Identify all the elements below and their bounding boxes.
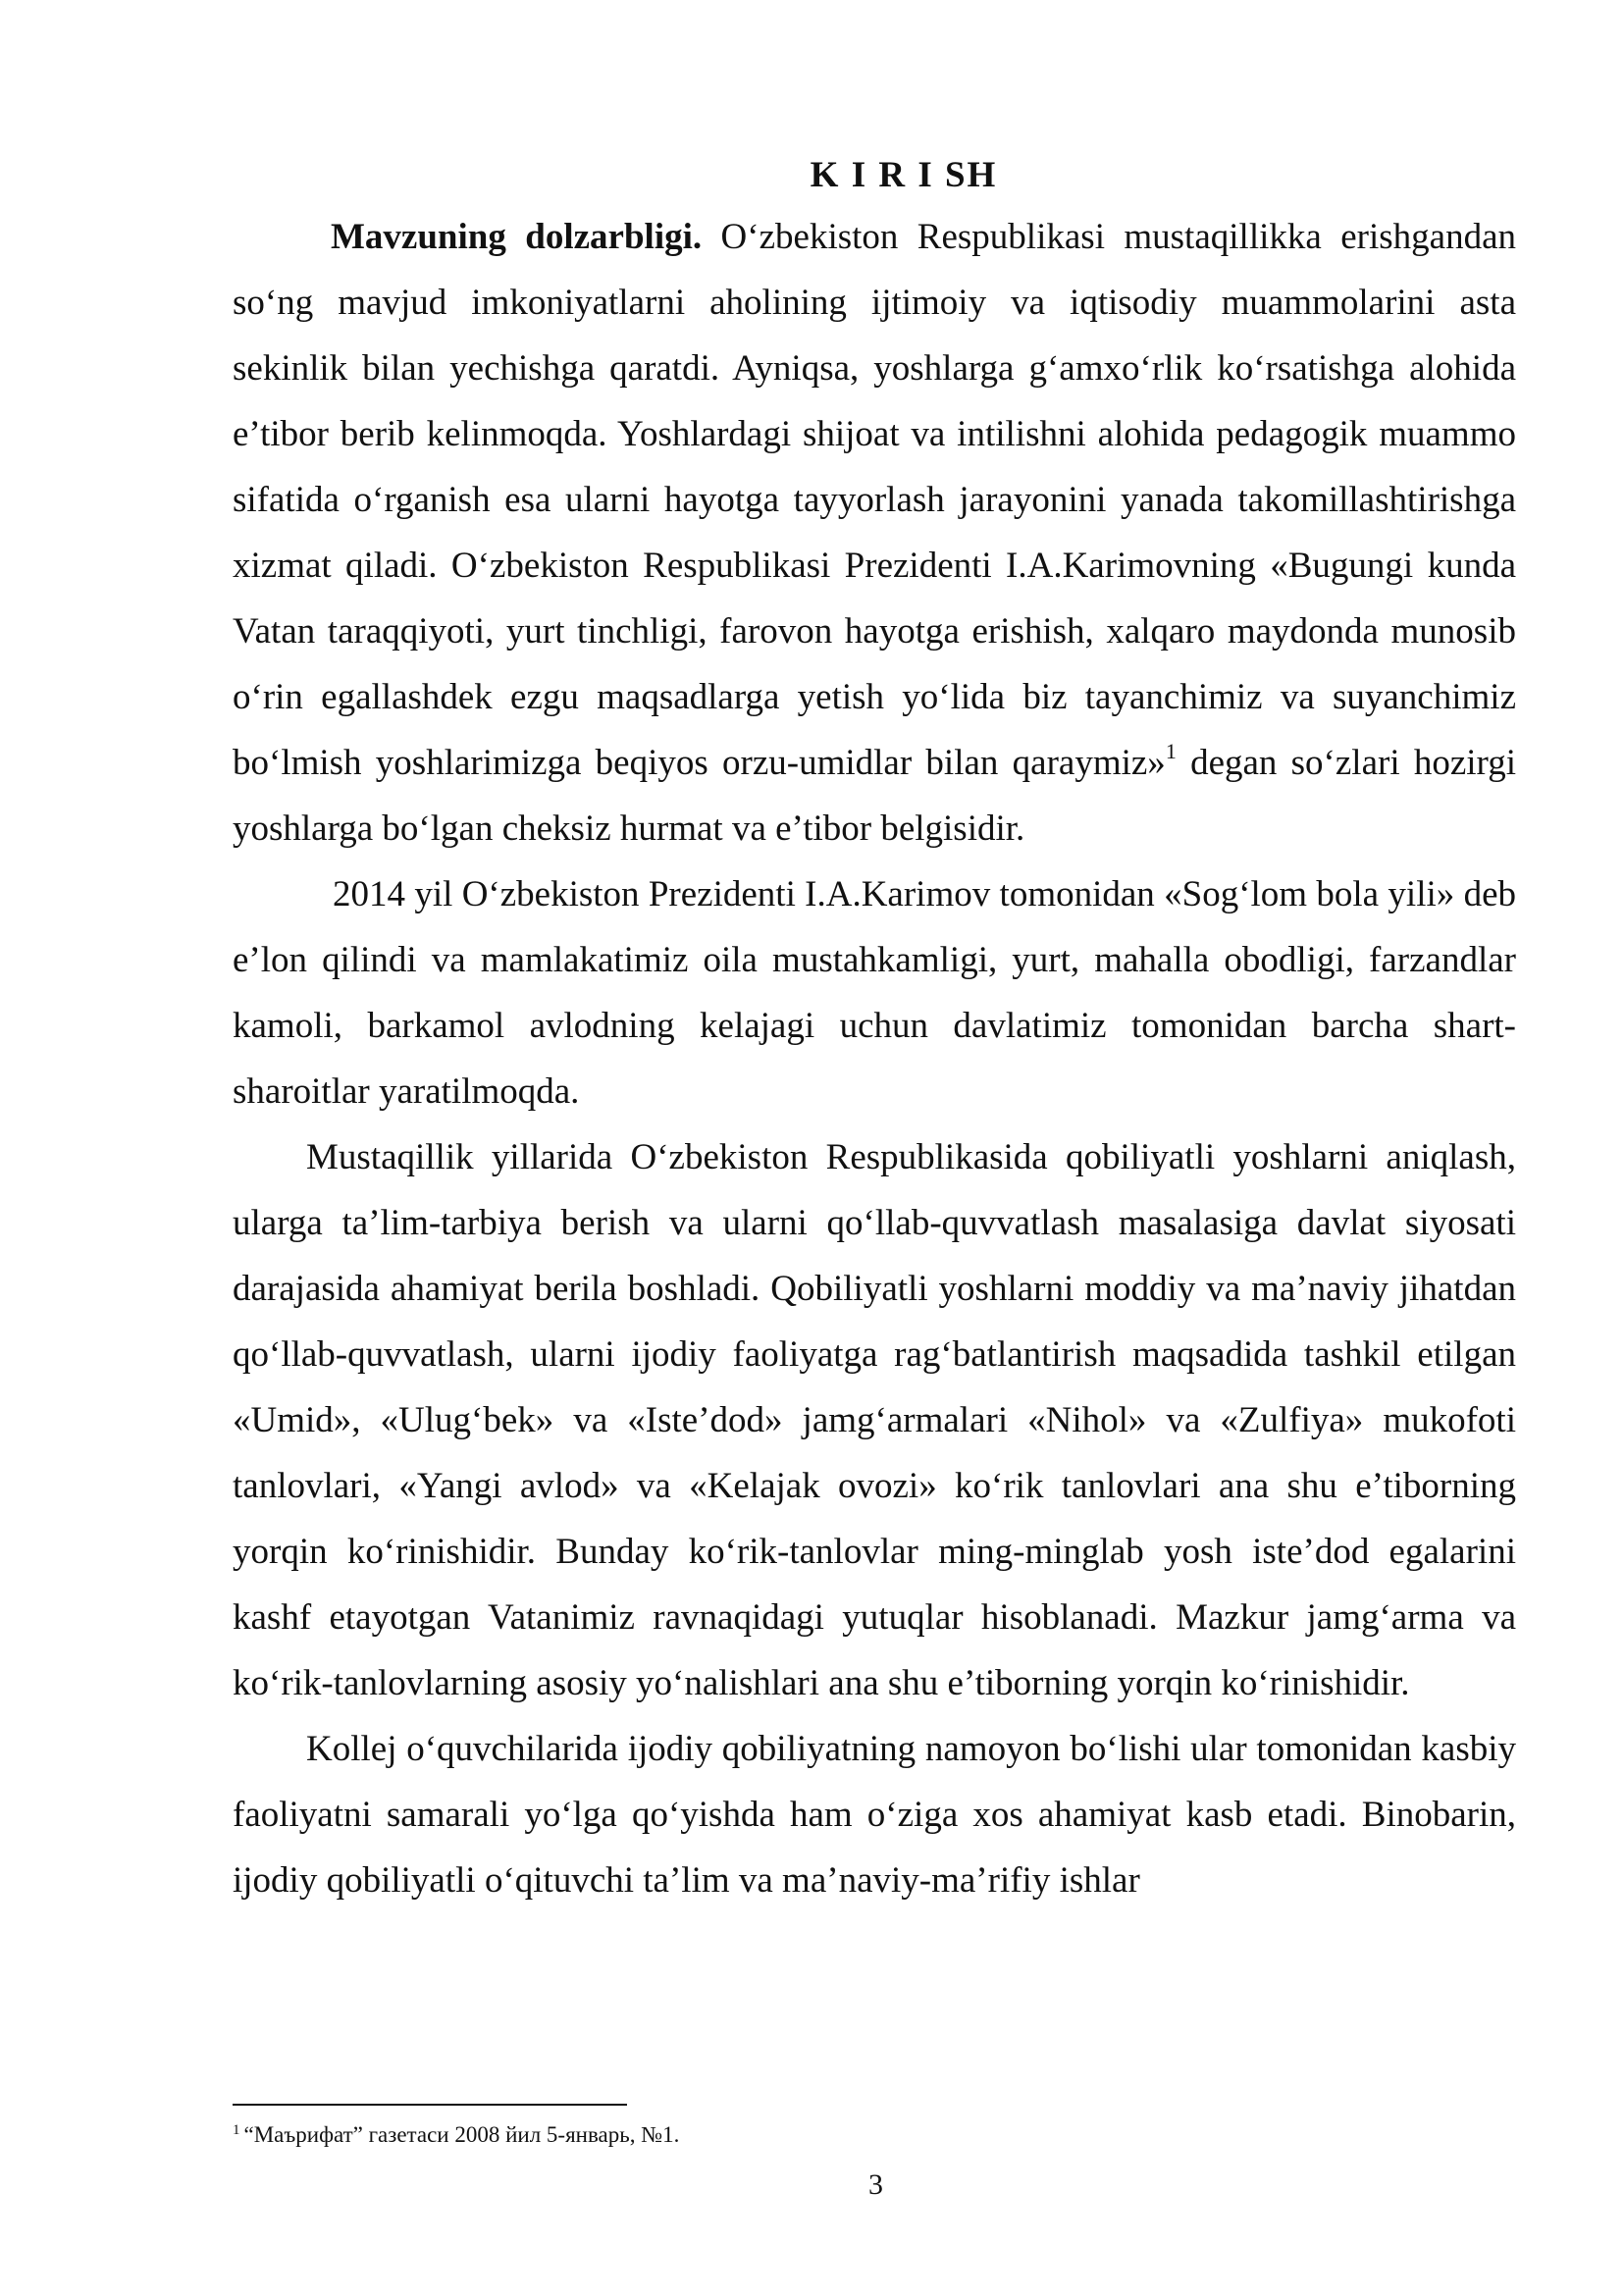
footnote: [233, 2120, 679, 2150]
paragraph-college: Kollej o‘quvchilarida ijodiy qobiliyatning namoyon bo‘lishi ular tomonidan kasbiy faoliyatni samarali yo‘lga qo‘yishda ham o‘ziga xos ahamiyat kasb etadi. Binobarin, ijodiy qobiliyatli o‘qituvchi ta’lim va ma’naviy-ma’rifiy ishlar: [233, 1729, 1516, 1901]
footnote-separator: [233, 2104, 627, 2106]
section-heading: K I R I SH: [810, 155, 998, 195]
paragraph-independence: Mustaqillik yillarida O‘zbekiston Respublikasida qobiliyatli yoshlarni aniqlash, ularga ta’lim-tarbiya berish va ularni qo‘llab-quvvatlash masalasiga davlat siyosati darajasida ahamiyat berila boshladi. Qobiliyatli yoshlarni moddiy va ma’naviy jihatdan qo‘llab-quvvatlash, ularni ijodiy faoliyatga rag‘batlantirish maqsadida tashkil etilgan «Umid», «Ulug‘bek» va «Iste’dod» jamg‘armalari «Nihol» va «Zulfiya» mukofoti tanlovlari, «Yangi avlod» va «Kelajak ovozi» ko‘rik tanlovlari ana shu e’tiborning yorqin ko‘rinishidir. Bunday ko‘rik-tanlovlar ming-minglab yosh iste’dod egalarini kashf etayotgan Vatanimiz ravnaqidagi yutuqlar hisoblanadi. Mazkur jamg‘arma va ko‘rik-tanlovlarning asosiy yo‘nalishlari ana shu e’tiborning yorqin ko‘rinishidir.: [233, 1137, 1516, 1703]
paragraph-relevance: [233, 204, 1516, 861]
footnote-text: “Маърифат” газетаси 2008 йил 5-январь, №1.: [243, 2122, 680, 2147]
paragraph-2014: 2014 yil O‘zbekiston Prezidenti I.A.Karimov tomonidan «Sog‘lom bola yili» deb e’lon qilindi va mamlakatimiz oila mustahkamligi, yurt, mahalla obodligi, farzandlar kamoli, barkamol avlodning kelajagi uchun davlatimiz tomonidan barcha shart-sharoitlar yaratilmoqda.: [233, 874, 1516, 1112]
footnote-marker: 1: [233, 2122, 240, 2138]
body-text: [233, 147, 1516, 1913]
paragraph-text-continued: degan so‘zlari hozirgi yoshlarga bo‘lgan cheksiz hurmat va e’tibor belgisidir.: [233, 743, 1516, 849]
paragraph-text: O‘zbekiston Respublikasi mustaqillikka erishgandan so‘ng mavjud imkoniyatlarni aholining ijtimoiy va iqtisodiy muammolarini asta sekinlik bilan yechishga qaratdi. Ayniqsa, yoshlarga g‘amxo‘rlik ko‘rsatishga alohida e’tibor berib kelinmoqda. Yoshlardagi shijoat va intilishni alohida pedagogik muammo sifatida o‘rganish esa ularni hayotga tayyorlash jarayonini yanada takomillashtirishga xizmat qiladi. O‘zbekiston Respublikasi Prezidenti I.A.Karimovning «Bugungi kunda Vatan taraqqiyoti, yurt tinchligi, farovon hayotga erishish, xalqaro maydonda munosib o‘rin egallashdek ezgu maqsadlarga yetish yo‘lida biz tayanchimiz va suyanchimiz bo‘lmish yoshlarimizga beqiyos orzu-umidlar bilan qaraymiz»: [233, 217, 1516, 783]
footnote-reference: 1: [1165, 739, 1177, 763]
page-number: 3: [868, 2168, 883, 2201]
paragraph-lead-bold: Mavzuning dolzarbligi.: [331, 217, 703, 257]
